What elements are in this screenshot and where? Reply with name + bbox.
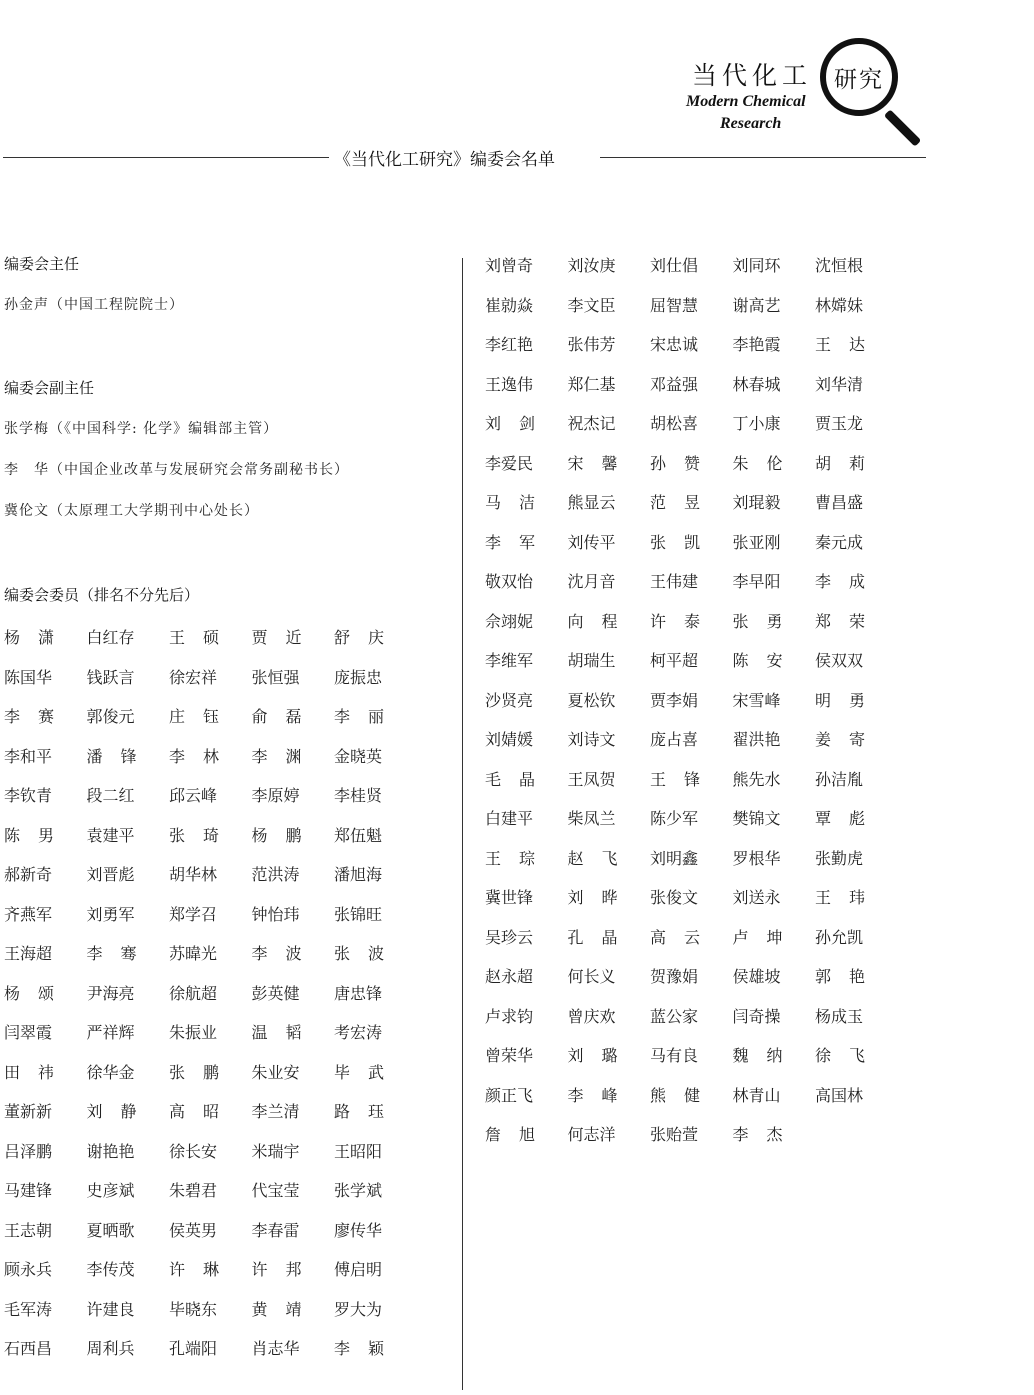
member-name: 李 骞 [86, 944, 137, 963]
member-name: 祝杰记 [567, 414, 616, 433]
member-name: 刘婧媛 [485, 730, 534, 749]
journal-logo [680, 30, 950, 140]
member-name: 周利兵 [86, 1339, 135, 1358]
page-title-row [0, 145, 928, 171]
member-name: 徐 飞 [815, 1046, 865, 1065]
member-name: 白建平 [485, 809, 534, 828]
member-name: 明 勇 [815, 690, 865, 710]
member-name: 刘勇军 [86, 904, 135, 924]
member-name: 柯平超 [650, 651, 699, 670]
member-name: 刘 静 [86, 1102, 137, 1121]
logo-lens-text: 研究 [834, 67, 884, 93]
member-name: 陈 男 [4, 825, 54, 845]
member-name: 王 玮 [815, 888, 865, 907]
member-name: 张 鹏 [169, 1062, 219, 1082]
member-name: 毕晓东 [169, 1299, 218, 1319]
member-name: 崔勍焱 [485, 295, 534, 315]
member-name: 廖传华 [334, 1220, 383, 1240]
member-name: 熊 健 [650, 1085, 700, 1105]
member-name: 张锦旺 [334, 904, 383, 924]
member-name: 孙允凯 [815, 927, 864, 947]
member-name: 李爱民 [485, 453, 534, 473]
member-name: 曾庆欢 [567, 1006, 616, 1026]
member-name: 沙贤亮 [485, 690, 534, 710]
member-name: 李 颖 [334, 1339, 384, 1358]
member-name: 史彦斌 [86, 1181, 135, 1200]
member-name: 胡瑞生 [567, 651, 616, 670]
member-name: 李早阳 [732, 572, 781, 591]
member-name: 陈 安 [732, 651, 783, 670]
member-name: 佘翊妮 [485, 611, 534, 631]
member-name: 贾 近 [251, 628, 302, 647]
member-name: 覃 彪 [815, 809, 865, 828]
member-name: 李和平 [4, 746, 53, 766]
member-name: 王志朝 [4, 1220, 53, 1240]
member-name: 马 洁 [485, 493, 535, 512]
member-name: 孔 晶 [567, 927, 618, 947]
member-name: 贾李娟 [650, 690, 699, 710]
member-name: 闫翠霞 [4, 1023, 53, 1042]
member-name: 苏暐光 [169, 944, 218, 963]
member-name: 谢高艺 [732, 295, 781, 315]
member-name: 代宝莹 [251, 1181, 300, 1200]
member-name: 杨成玉 [815, 1006, 864, 1026]
member-name: 夏松钦 [567, 690, 616, 710]
member-name: 钟怡玮 [251, 904, 300, 924]
member-name: 王逸伟 [485, 374, 534, 394]
member-name: 李 丽 [334, 707, 384, 726]
member-name: 曹昌盛 [815, 493, 864, 512]
member-name: 刘晋彪 [86, 865, 135, 884]
member-name: 李 峰 [567, 1085, 618, 1105]
member-name: 贺豫娟 [650, 967, 699, 986]
member-name: 冀世锋 [485, 888, 534, 907]
member-name: 金晓英 [334, 746, 383, 766]
logo-chinese-title: 当代化工 [692, 61, 813, 90]
member-name: 俞 磊 [251, 707, 302, 726]
member-name: 肖志华 [251, 1339, 300, 1358]
member-name: 潘 锋 [86, 746, 137, 766]
member-name: 顾永兵 [4, 1260, 53, 1279]
member-name: 樊锦文 [732, 809, 781, 828]
member-name: 王 琮 [485, 848, 535, 868]
member-name: 吴珍云 [485, 927, 534, 947]
member-name: 考宏涛 [334, 1023, 383, 1042]
member-name: 闫奇操 [732, 1006, 781, 1026]
member-name: 许 琳 [169, 1260, 219, 1279]
member-name: 王昭阳 [334, 1141, 383, 1161]
member-name: 徐长安 [169, 1141, 218, 1161]
member-name: 吕泽鹏 [4, 1141, 53, 1161]
member-name: 秦元成 [815, 532, 864, 552]
member-name: 张俊文 [650, 888, 699, 907]
member-name: 刘汝庚 [567, 256, 616, 275]
member-name: 李桂贤 [334, 786, 383, 805]
member-name: 李红艳 [485, 335, 534, 354]
member-name: 林嫦妹 [815, 295, 864, 315]
member-name: 郭俊元 [86, 707, 135, 726]
member-name: 李原婷 [251, 786, 300, 805]
member-name: 孔端阳 [169, 1339, 218, 1358]
member-name: 李 林 [169, 746, 219, 766]
member-name: 李 赛 [4, 707, 54, 726]
vice-director-heading: 编委会副主任 [4, 379, 95, 397]
member-name: 李 杰 [732, 1125, 783, 1144]
member-name: 邱云峰 [169, 786, 218, 805]
member-name: 范洪涛 [251, 865, 300, 884]
member-name: 翟洪艳 [732, 730, 781, 749]
member-name: 田 祎 [4, 1062, 54, 1082]
member-name: 向 程 [567, 611, 618, 631]
member-name: 孙洁胤 [815, 769, 864, 789]
member-name: 敬双怡 [485, 572, 534, 591]
member-name: 颜正飞 [485, 1085, 534, 1105]
member-name: 毛军涛 [4, 1299, 53, 1319]
member-name: 何长义 [567, 967, 616, 986]
member-name: 胡 莉 [815, 453, 865, 473]
logo-english-line2: Research [720, 115, 782, 132]
member-name: 王海超 [4, 944, 53, 963]
member-name: 熊先水 [732, 769, 781, 789]
member-name: 柴凤兰 [567, 809, 616, 828]
member-name: 唐忠锋 [334, 983, 383, 1003]
member-name: 傅启明 [334, 1260, 383, 1279]
member-name: 马建锋 [4, 1181, 53, 1200]
member-name: 魏 纳 [732, 1046, 783, 1065]
member-name: 王 锋 [650, 769, 700, 789]
member-name: 夏晒歌 [86, 1220, 135, 1240]
member-name: 刘华清 [815, 374, 864, 394]
member-name: 姜 寄 [815, 730, 865, 749]
member-name: 钱跃言 [86, 667, 135, 687]
member-name: 侯雄坡 [732, 967, 781, 986]
vice-director-entry: 李 华（中国企业改革与发展研究会常务副秘书长） [4, 462, 349, 478]
member-name: 段二红 [86, 786, 135, 805]
member-name: 沈月音 [567, 572, 616, 591]
member-name: 李文臣 [567, 295, 616, 315]
vice-director-entry: 冀伦文（太原理工大学期刊中心处长） [4, 503, 259, 519]
member-name: 陈少军 [650, 809, 699, 828]
member-name: 毕 武 [334, 1062, 384, 1082]
member-name: 高国林 [815, 1085, 864, 1105]
member-name: 范 昱 [650, 493, 700, 512]
member-name: 杨 潇 [4, 628, 54, 647]
member-name: 王 硕 [169, 628, 219, 647]
member-name: 石西昌 [4, 1339, 53, 1358]
member-name: 蓝公家 [650, 1006, 699, 1026]
members-heading: 编委会委员（排名不分先后） [4, 586, 200, 604]
member-name: 丁小康 [732, 414, 781, 433]
member-name: 郝新奇 [4, 865, 53, 884]
member-name: 卢 坤 [732, 927, 783, 947]
member-name: 詹 旭 [485, 1125, 535, 1144]
member-name: 舒 庆 [334, 628, 384, 647]
member-name: 张 波 [334, 944, 384, 963]
member-name: 侯双双 [815, 651, 864, 670]
member-name: 杨 鹏 [251, 825, 302, 845]
member-name: 屈智慧 [650, 295, 699, 315]
director-heading: 编委会主任 [4, 255, 80, 273]
member-name: 米瑞宇 [251, 1141, 300, 1161]
member-name: 毛 晶 [485, 769, 535, 789]
member-name: 李兰清 [251, 1102, 300, 1121]
member-name: 张伟芳 [567, 335, 616, 354]
member-name: 许建良 [86, 1299, 135, 1319]
member-name: 刘琨毅 [732, 493, 781, 512]
member-name: 李传茂 [86, 1260, 135, 1279]
member-name: 郑仁基 [567, 374, 616, 394]
title-rule-left [3, 157, 329, 158]
member-name: 刘传平 [567, 532, 616, 552]
member-name: 朱 伦 [732, 453, 783, 473]
member-name: 徐宏祥 [169, 667, 218, 687]
member-name: 袁建平 [86, 825, 135, 845]
member-name: 郑学召 [169, 904, 218, 924]
director-entry: 孙金声（中国工程院院士） [4, 297, 184, 313]
member-name: 尹海亮 [86, 983, 135, 1003]
member-name: 黄 靖 [251, 1299, 302, 1319]
member-name: 温 韬 [251, 1023, 302, 1042]
member-name: 彭英健 [251, 983, 300, 1003]
member-name: 胡松喜 [650, 414, 699, 433]
member-name: 宋忠诚 [650, 335, 699, 354]
member-name: 郑伍魁 [334, 825, 383, 845]
member-name: 潘旭海 [334, 865, 383, 884]
member-name: 高 云 [650, 927, 700, 947]
member-name: 张恒强 [251, 667, 300, 687]
member-name: 张 凯 [650, 532, 700, 552]
member-name: 刘 璐 [567, 1046, 618, 1065]
member-name: 李春雷 [251, 1220, 300, 1240]
member-name: 张学斌 [334, 1181, 383, 1200]
member-name: 李 渊 [251, 746, 302, 766]
member-name: 李维军 [485, 651, 534, 670]
member-name: 熊显云 [567, 493, 616, 512]
member-name: 刘仕倡 [650, 256, 699, 275]
member-name: 张 勇 [732, 611, 783, 631]
member-name: 庞振忠 [334, 667, 383, 687]
magnifier-handle-icon [884, 109, 921, 146]
member-name: 李 波 [251, 944, 302, 963]
member-name: 王凤贺 [567, 769, 616, 789]
member-name: 何志洋 [567, 1125, 616, 1144]
member-name: 徐华金 [86, 1062, 135, 1082]
member-name: 林青山 [732, 1085, 781, 1105]
member-name: 李 军 [485, 532, 535, 552]
member-name: 宋 馨 [567, 453, 618, 473]
member-name: 庄 钰 [169, 707, 219, 726]
member-name: 孙 赞 [650, 453, 700, 473]
member-name: 严祥辉 [86, 1023, 135, 1042]
vice-director-entry: 张学梅（《中国科学: 化学》编辑部主管） [4, 421, 279, 437]
member-name: 张亚刚 [732, 532, 781, 552]
member-name: 赵永超 [485, 967, 534, 986]
member-name: 谢艳艳 [86, 1141, 135, 1161]
member-name: 路 珏 [334, 1102, 384, 1121]
member-name: 齐燕军 [4, 904, 53, 924]
member-name: 刘明鑫 [650, 848, 699, 868]
member-name: 杨 颂 [4, 983, 54, 1003]
member-name: 刘诗文 [567, 730, 616, 749]
member-name: 张 琦 [169, 825, 219, 845]
member-name: 庞占喜 [650, 730, 699, 749]
member-name: 宋雪峰 [732, 690, 781, 710]
member-name: 贾玉龙 [815, 414, 864, 433]
member-name: 白红存 [86, 628, 135, 647]
member-name: 朱碧君 [169, 1181, 218, 1200]
member-name: 张贻萱 [650, 1125, 699, 1144]
member-name: 朱振业 [169, 1023, 218, 1042]
member-name: 罗根华 [732, 848, 781, 868]
column-divider [462, 258, 463, 1390]
member-name: 徐航超 [169, 983, 218, 1003]
member-name: 李 成 [815, 572, 865, 591]
logo-english-line1: Modern Chemical [686, 93, 806, 110]
member-name: 刘同环 [732, 256, 781, 275]
member-name: 侯英男 [169, 1220, 218, 1240]
title-rule-right [600, 157, 926, 158]
member-name: 许 邦 [251, 1260, 302, 1279]
page-title: 《当代化工研究》编委会名单 [334, 150, 555, 170]
member-name: 刘 剑 [485, 414, 535, 433]
magnifier-icon [820, 38, 898, 116]
member-name: 董新新 [4, 1102, 53, 1121]
member-name: 赵 飞 [567, 848, 618, 868]
member-name: 李钦青 [4, 786, 53, 805]
member-name: 罗大为 [334, 1299, 383, 1319]
member-name: 陈国华 [4, 667, 53, 687]
member-name: 胡华林 [169, 865, 218, 884]
member-name: 刘曾奇 [485, 256, 534, 275]
member-name: 郑 荣 [815, 611, 865, 631]
member-name: 高 昭 [169, 1102, 219, 1121]
member-name: 马有良 [650, 1046, 699, 1065]
member-name: 沈恒根 [815, 256, 864, 275]
member-name: 王 达 [815, 335, 865, 354]
member-name: 郭 艳 [815, 967, 865, 986]
member-name: 卢求钧 [485, 1006, 534, 1026]
member-name: 刘送永 [732, 888, 781, 907]
member-name: 林春城 [732, 374, 781, 394]
member-name: 曾荣华 [485, 1046, 534, 1065]
member-name: 朱业安 [251, 1062, 300, 1082]
member-name: 刘 晔 [567, 888, 618, 907]
member-name: 李艳霞 [732, 335, 781, 354]
member-name: 邓益强 [650, 374, 699, 394]
member-name: 许 泰 [650, 611, 700, 631]
member-name: 王伟建 [650, 572, 699, 591]
member-name: 张勤虎 [815, 848, 864, 868]
